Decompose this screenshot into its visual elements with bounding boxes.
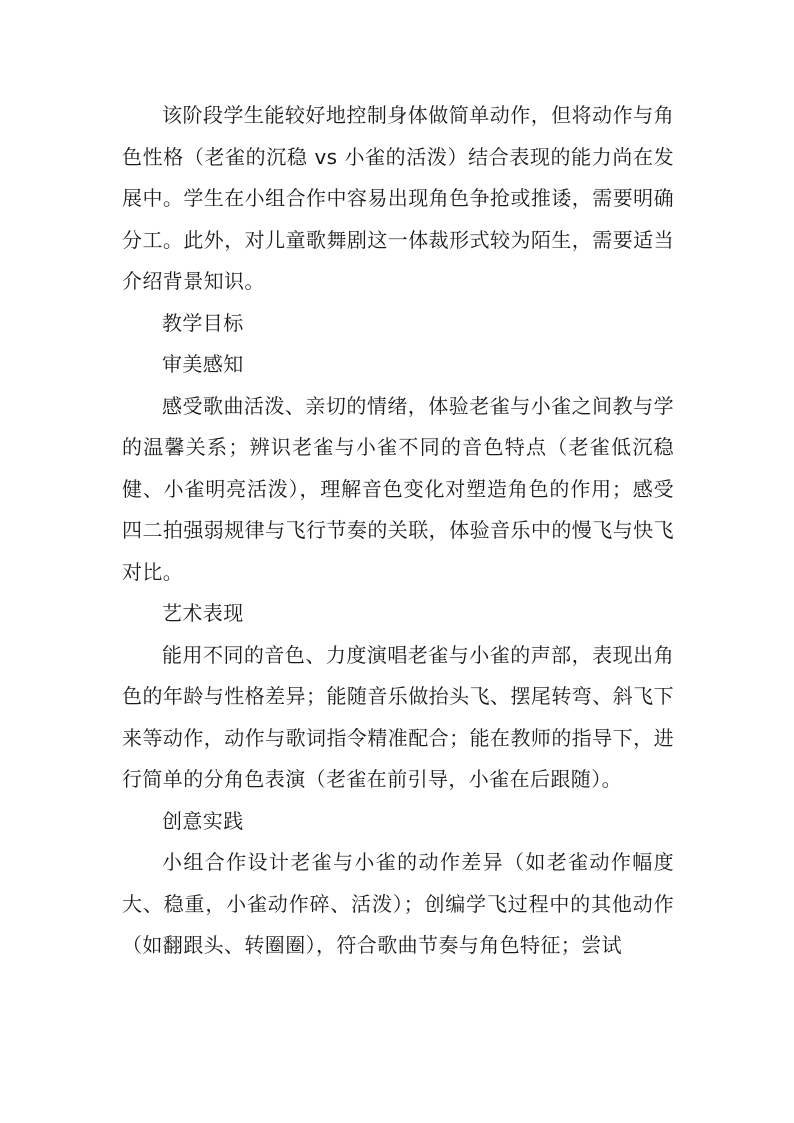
heading-teaching-goals: 教学目标 (162, 310, 244, 335)
paragraph-aesthetic-perception: 感受歌曲活泼、亲切的情绪，体验老雀与小雀之间教与学的温馨关系；辨识老雀与小雀不同的音色特点（老雀低沉稳健、小雀明亮活泼），理解音色变化对塑造角色的作用；感受四二拍强弱规律与飞行节奏的关联，体验音乐中的慢飞与快飞对比。 (122, 393, 674, 584)
paragraph-learner-analysis: 该阶段学生能较好地控制身体做简单动作，但将动作与角色性格（老雀的沉稳 vs 小雀的活泼）结合表现的能力尚在发展中。学生在小组合作中容易出现角色争抢或推诿，需要明确分工。此外，对儿童歌舞剧这一体裁形式较为陌生，需要适当介绍背景知识。 (122, 103, 674, 293)
heading-artistic-expression: 艺术表现 (162, 601, 244, 625)
heading-aesthetic-perception: 审美感知 (162, 352, 244, 376)
document-body (122, 95, 674, 967)
heading-creative-practice: 创意实践 (162, 808, 244, 833)
paragraph-creative-practice: 小组合作设计老雀与小雀的动作差异（如老雀动作幅度大、稳重，小雀动作碎、活泼）；创编学飞过程中的其他动作（如翻跟头、转圈圈），符合歌曲节奏与角色特征；尝试 (122, 850, 674, 957)
paragraph-artistic-expression: 能用不同的音色、力度演唱老雀与小雀的声部，表现出角色的年龄与性格差异；能随音乐做抬头飞、摆尾转弯、斜飞下来等动作，动作与歌词指令精准配合；能在教师的指导下，进行简单的分角色表演（老雀在前引导，小雀在后跟随）。 (122, 642, 674, 791)
